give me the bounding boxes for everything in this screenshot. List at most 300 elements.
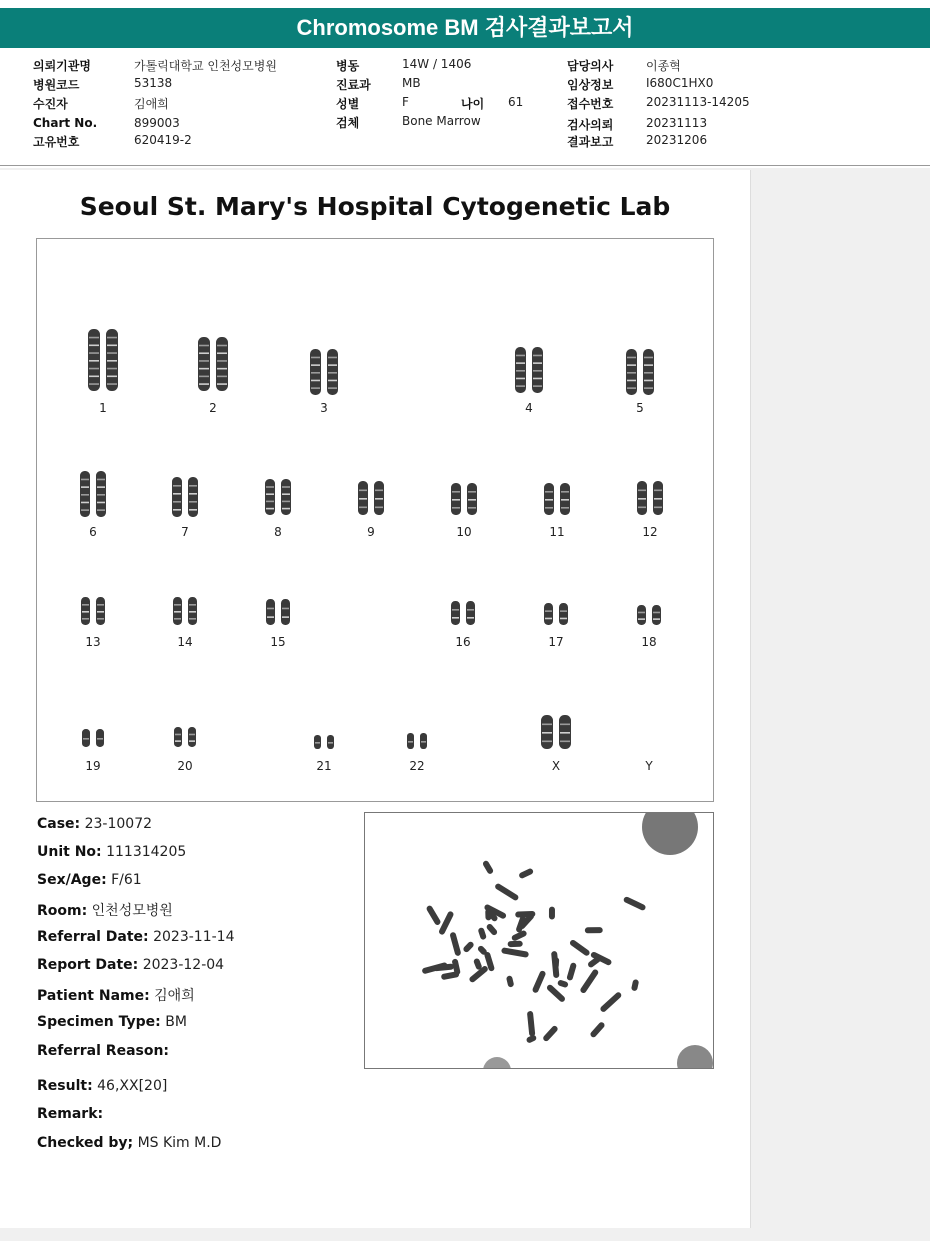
metaphase-spread <box>365 813 713 1068</box>
chromosome-band <box>421 741 426 743</box>
chromosome-band <box>533 362 542 364</box>
chromosome-label-17: 17 <box>548 635 564 649</box>
chromosome-band <box>653 618 660 620</box>
chromosome-band <box>452 499 460 501</box>
chromosome-band <box>328 387 337 389</box>
info-label: Specimen Type: <box>37 1014 161 1030</box>
chromosome-band <box>328 380 337 382</box>
chromosome-band <box>267 616 274 618</box>
metaphase-chromosome <box>477 927 486 940</box>
info-value: MS Kim M.D <box>137 1135 222 1151</box>
field-label: 성별 <box>336 97 360 111</box>
metaphase-chromosome <box>589 1021 606 1038</box>
chromosome-band <box>408 741 413 743</box>
metaphase-chromosome <box>485 923 498 937</box>
field-label: 검사의뢰 <box>567 118 614 132</box>
info-label: Report Date: <box>37 957 139 973</box>
chromosome-band <box>97 502 105 504</box>
chromosome-label-11: 11 <box>549 525 565 539</box>
chromosome-pair-4 <box>515 347 543 393</box>
chromosome-band <box>560 732 570 734</box>
field-label: 의뢰기관명 <box>33 59 91 73</box>
chromosome-band <box>311 357 320 359</box>
chromosome-band <box>189 509 197 511</box>
info-label: Remark: <box>37 1106 104 1122</box>
chromosome-band <box>199 368 209 370</box>
chromosome-label-13: 13 <box>85 635 101 649</box>
info-label: Referral Date: <box>37 929 149 945</box>
chromosome-band <box>174 611 181 613</box>
metaphase-chromosome <box>631 979 639 992</box>
chromatid <box>544 603 553 625</box>
info-patient-name <box>37 985 195 1005</box>
chromosome-pair-18 <box>637 605 661 625</box>
karyogram <box>36 238 714 802</box>
chromosome-band <box>560 741 570 743</box>
chromosome-band <box>189 501 197 503</box>
chromosome-band <box>311 387 320 389</box>
report-title: Chromosome BM 검사결과보고서 <box>0 8 930 48</box>
chromosome-band <box>189 604 196 606</box>
info-specimen-type <box>37 1014 187 1030</box>
chromatid <box>266 599 275 625</box>
chromosome-pair-10 <box>451 483 477 515</box>
chromosome-band <box>359 498 367 500</box>
chromosome-label-1: 1 <box>99 401 107 415</box>
chromatid <box>559 603 568 625</box>
chromatid <box>466 601 475 625</box>
chromosome-band <box>97 618 104 620</box>
chromosome-band <box>468 507 476 509</box>
info-label: Unit No: <box>37 844 102 860</box>
info-remark <box>37 1106 103 1122</box>
field-value: Bone Marrow <box>402 114 481 128</box>
chromosome-band <box>315 742 320 744</box>
chromosome-band <box>97 494 105 496</box>
chromosome-band <box>83 738 89 740</box>
chromatid <box>637 605 646 625</box>
chromosome-band <box>560 618 567 620</box>
metaphase-chromosome <box>599 991 622 1013</box>
field-label: Chart No. <box>33 116 98 130</box>
field-value: MB <box>402 76 421 90</box>
chromosome-label-10: 10 <box>456 525 472 539</box>
chromosome-band <box>89 360 99 362</box>
chromosome-band <box>516 362 525 364</box>
info-label: Checked by; <box>37 1135 134 1151</box>
field-value: 14W / 1406 <box>402 57 472 71</box>
chromosome-label-9: 9 <box>367 525 375 539</box>
chromosome-band <box>97 604 104 606</box>
chromosome-band <box>328 742 333 744</box>
chromosome-band <box>81 479 89 481</box>
chromosome-band <box>561 491 569 493</box>
chromosome-pair-1 <box>88 329 118 391</box>
metaphase-chromosome <box>566 962 577 981</box>
chromosome-band <box>627 372 636 374</box>
chromosome-band <box>468 491 476 493</box>
chromosome-band <box>542 724 552 726</box>
chromosome-band <box>282 493 290 495</box>
chromosome-band <box>328 357 337 359</box>
chromosome-band <box>561 507 569 509</box>
info-label: Sex/Age: <box>37 872 107 888</box>
metaphase-chromosome <box>542 1025 559 1043</box>
field-value: 가톨릭대학교 인천성모병원 <box>134 59 277 73</box>
field-label: 고유번호 <box>33 135 80 149</box>
chromosome-band <box>468 499 476 501</box>
chromosome-pair-3 <box>310 349 338 395</box>
chromosome-band <box>89 352 99 354</box>
chromosome-band <box>107 368 117 370</box>
chromosome-label-8: 8 <box>274 525 282 539</box>
chromosome-label-6: 6 <box>89 525 97 539</box>
chromosome-band <box>97 738 103 740</box>
field-label: 검체 <box>336 116 360 130</box>
info-referral-date <box>37 929 234 945</box>
info-label: Result: <box>37 1078 93 1094</box>
chromosome-band <box>217 376 227 378</box>
field-value: 20231113-14205 <box>646 95 750 109</box>
metaphase-chromosome <box>421 962 448 975</box>
chromosome-band <box>533 355 542 357</box>
chromosome-band <box>173 501 181 503</box>
chromosome-pair-20 <box>174 727 196 747</box>
info-value: 김애희 <box>154 988 195 1004</box>
chromosome-band <box>107 360 117 362</box>
info-value: 23-10072 <box>84 816 153 832</box>
chromosome-band <box>173 509 181 511</box>
chromatid <box>652 605 661 625</box>
chromosome-band <box>107 337 117 339</box>
nucleus-blob <box>677 1045 713 1068</box>
chromosome-band <box>81 509 89 511</box>
chromosome-band <box>173 493 181 495</box>
chromosome-band <box>81 494 89 496</box>
chromosome-pair-21 <box>314 735 334 749</box>
chromosome-band <box>189 740 195 742</box>
chromosome-band <box>467 609 474 611</box>
metaphase-chromosome <box>515 911 535 918</box>
metaphase-chromosome <box>438 910 454 935</box>
chromosome-label-16: 16 <box>455 635 471 649</box>
chromosome-band <box>266 486 274 488</box>
chromosome-band <box>199 360 209 362</box>
chromosome-band <box>533 370 542 372</box>
info-value: BM <box>165 1014 187 1030</box>
nucleus-blob <box>483 1057 511 1068</box>
chromosome-band <box>107 376 117 378</box>
chromosome-label-21: 21 <box>316 759 332 773</box>
chromosome-band <box>542 732 552 734</box>
report-page <box>0 170 751 1228</box>
chromosome-band <box>89 345 99 347</box>
chromosome-band <box>107 383 117 385</box>
chromatid <box>281 599 290 625</box>
chromosome-band <box>644 364 653 366</box>
chromosome-band <box>267 608 274 610</box>
field-label: 수진자 <box>33 97 68 111</box>
metaphase-chromosome <box>485 909 491 921</box>
field-value: 620419-2 <box>134 133 192 147</box>
chromosome-band <box>644 372 653 374</box>
chromosome-pair-16 <box>451 601 475 625</box>
field-value: 20231206 <box>646 133 708 147</box>
metaphase-chromosome <box>527 1011 535 1037</box>
chromosome-band <box>97 479 105 481</box>
chromosome-band <box>627 387 636 389</box>
field-label: 병동 <box>336 59 360 73</box>
chromosome-pair-11 <box>544 483 570 515</box>
chromosome-band <box>638 490 646 492</box>
chromosome-label-X: X <box>551 759 561 773</box>
metaphase-chromosome <box>506 975 514 988</box>
chromosome-band <box>452 491 460 493</box>
info-report-date <box>37 957 224 973</box>
chromosome-band <box>328 364 337 366</box>
chromosome-band <box>189 618 196 620</box>
chromosome-band <box>560 610 567 612</box>
chromosome-band <box>638 507 646 509</box>
metaphase-chromosome <box>462 941 475 954</box>
metaphase-chromosome <box>508 941 523 948</box>
chromosome-label-20: 20 <box>177 759 193 773</box>
chromosome-band <box>89 376 99 378</box>
chromosome-band <box>89 337 99 339</box>
chromosome-pair-17 <box>544 603 568 625</box>
chromosome-band <box>545 507 553 509</box>
chromosome-band <box>654 498 662 500</box>
info-checked-by <box>37 1135 221 1151</box>
chromosome-band <box>173 485 181 487</box>
metaphase-chromosome <box>549 907 555 920</box>
chromosome-band <box>282 508 290 510</box>
chromosome-band <box>644 380 653 382</box>
field-label: 진료과 <box>336 78 371 92</box>
chromatid <box>281 479 291 515</box>
chromosome-band <box>545 499 553 501</box>
info-label: Referral Reason: <box>37 1043 170 1059</box>
chromosome-band <box>189 611 196 613</box>
chromatid <box>172 477 182 517</box>
chromosome-pair-15 <box>266 599 290 625</box>
metaphase-chromosome <box>579 968 599 994</box>
chromosome-pair-7 <box>172 477 198 517</box>
chromosome-band <box>282 616 289 618</box>
chromosome-band <box>89 368 99 370</box>
chromosome-label-5: 5 <box>636 401 644 415</box>
chromosome-band <box>174 604 181 606</box>
chromosome-band <box>199 345 209 347</box>
chromosome-band <box>452 507 460 509</box>
field-value: 61 <box>508 95 524 109</box>
chromosome-band <box>516 355 525 357</box>
report-header <box>0 0 930 168</box>
chromosome-pair-X <box>541 715 571 749</box>
chromosome-band <box>627 380 636 382</box>
chromosome-band <box>311 372 320 374</box>
chromosome-band <box>81 486 89 488</box>
chromosome-band <box>644 357 653 359</box>
chromosome-band <box>107 352 117 354</box>
info-label: Room: <box>37 903 88 919</box>
info-unit <box>37 844 186 860</box>
chromosome-band <box>359 490 367 492</box>
info-label: Case: <box>37 816 81 832</box>
field-value: 53138 <box>134 76 173 90</box>
chromosome-band <box>627 364 636 366</box>
chromosome-band <box>644 387 653 389</box>
chromosome-pair-2 <box>198 337 228 391</box>
chromosome-pair-19 <box>82 729 104 747</box>
metaphase-chromosome <box>425 905 441 926</box>
chromosome-band <box>654 507 662 509</box>
chromatid <box>188 477 198 517</box>
chromosome-band <box>542 741 552 743</box>
chromosome-band <box>311 364 320 366</box>
chromosome-band <box>467 617 474 619</box>
chromosome-band <box>311 380 320 382</box>
info-value: 2023-11-14 <box>153 929 235 945</box>
chromosome-band <box>189 493 197 495</box>
info-label: Patient Name: <box>37 988 150 1004</box>
chromosome-pair-5 <box>626 349 654 395</box>
chromosome-pair-22 <box>407 733 427 749</box>
chromosome-band <box>97 486 105 488</box>
chromosome-band <box>81 502 89 504</box>
field-label: 임상정보 <box>567 78 614 92</box>
metaphase-image <box>364 812 714 1069</box>
chromatid <box>188 727 196 747</box>
metaphase-chromosome <box>449 932 461 957</box>
chromosome-band <box>199 383 209 385</box>
chromosome-band <box>189 485 197 487</box>
metaphase-chromosome <box>557 979 569 988</box>
chromosome-band <box>560 724 570 726</box>
chromosome-band <box>545 618 552 620</box>
field-label: 나이 <box>461 97 485 111</box>
chromosome-band <box>217 360 227 362</box>
chromosome-pair-12 <box>637 481 663 515</box>
chromosome-band <box>266 493 274 495</box>
field-value: 899003 <box>134 116 180 130</box>
chromosome-band <box>89 383 99 385</box>
chromosome-band <box>282 486 290 488</box>
chromosome-label-7: 7 <box>181 525 189 539</box>
header-divider <box>0 165 930 166</box>
field-label: 병원코드 <box>33 78 80 92</box>
chromosome-band <box>328 372 337 374</box>
chromosome-band <box>82 604 89 606</box>
chromosome-band <box>175 734 181 736</box>
chromosome-pair-14 <box>173 597 197 625</box>
chromosome-band <box>638 612 645 614</box>
chromosome-band <box>545 491 553 493</box>
chromosome-band <box>545 610 552 612</box>
field-value: 20231113 <box>646 116 708 130</box>
info-value: 111314205 <box>106 844 187 860</box>
metaphase-chromosome <box>482 860 494 875</box>
info-value: 2023-12-04 <box>142 957 225 973</box>
chromosome-band <box>266 508 274 510</box>
metaphase-chromosome <box>494 882 519 901</box>
chromosome-band <box>638 618 645 620</box>
field-label: 접수번호 <box>567 97 614 111</box>
chromosome-band <box>561 499 569 501</box>
lab-title: Seoul St. Mary's Hospital Cytogenetic Lab <box>79 192 671 221</box>
chromatid <box>451 601 460 625</box>
chromosome-band <box>199 352 209 354</box>
chromosome-band <box>653 612 660 614</box>
chromosome-label-Y: Y <box>645 759 653 773</box>
chromosome-band <box>217 383 227 385</box>
chromosome-band <box>452 617 459 619</box>
metaphase-chromosome <box>553 957 560 969</box>
field-value: 김애희 <box>134 97 169 111</box>
chromosome-band <box>282 608 289 610</box>
chromosome-band <box>375 507 383 509</box>
chromosome-band <box>533 385 542 387</box>
chromosome-pair-13 <box>81 597 105 625</box>
chromosome-label-22: 22 <box>409 759 425 773</box>
chromosome-band <box>107 345 117 347</box>
info-case <box>37 816 152 832</box>
field-value: F <box>402 95 409 109</box>
chromosome-band <box>217 345 227 347</box>
chromosome-band <box>375 490 383 492</box>
chromosome-pair-8 <box>265 479 291 515</box>
chromosome-band <box>189 734 195 736</box>
chromosome-band <box>359 507 367 509</box>
chromosome-band <box>97 611 104 613</box>
chromosome-band <box>533 378 542 380</box>
chromosome-band <box>638 498 646 500</box>
chromosome-band <box>375 498 383 500</box>
info-value: 인천성모병원 <box>91 903 173 919</box>
chromosome-band <box>266 501 274 503</box>
chromosome-band <box>217 352 227 354</box>
info-result <box>37 1078 167 1094</box>
chromosome-label-3: 3 <box>320 401 328 415</box>
metaphase-chromosome <box>585 927 603 933</box>
info-value: 46,XX[20] <box>97 1078 168 1094</box>
chromosome-label-14: 14 <box>177 635 193 649</box>
info-sex-age <box>37 872 142 888</box>
metaphase-chromosome <box>569 939 591 957</box>
nucleus-blob <box>642 813 698 855</box>
field-label: 결과보고 <box>567 135 614 149</box>
chromosome-band <box>452 609 459 611</box>
chromosome-band <box>217 368 227 370</box>
chromosome-band <box>97 509 105 511</box>
metaphase-chromosome <box>623 896 647 911</box>
chromosome-label-12: 12 <box>642 525 658 539</box>
chromosome-band <box>82 618 89 620</box>
chromosome-label-19: 19 <box>85 759 101 773</box>
chromosome-label-18: 18 <box>641 635 657 649</box>
chromosome-label-15: 15 <box>270 635 286 649</box>
chromosome-band <box>199 376 209 378</box>
chromosome-band <box>516 378 525 380</box>
metaphase-chromosome <box>518 868 534 880</box>
info-room <box>37 900 173 920</box>
field-value: 이종혁 <box>646 59 681 73</box>
chromosome-band <box>516 385 525 387</box>
chromosome-label-4: 4 <box>525 401 533 415</box>
chromosome-band <box>282 501 290 503</box>
chromosome-band <box>516 370 525 372</box>
chromatid <box>265 479 275 515</box>
